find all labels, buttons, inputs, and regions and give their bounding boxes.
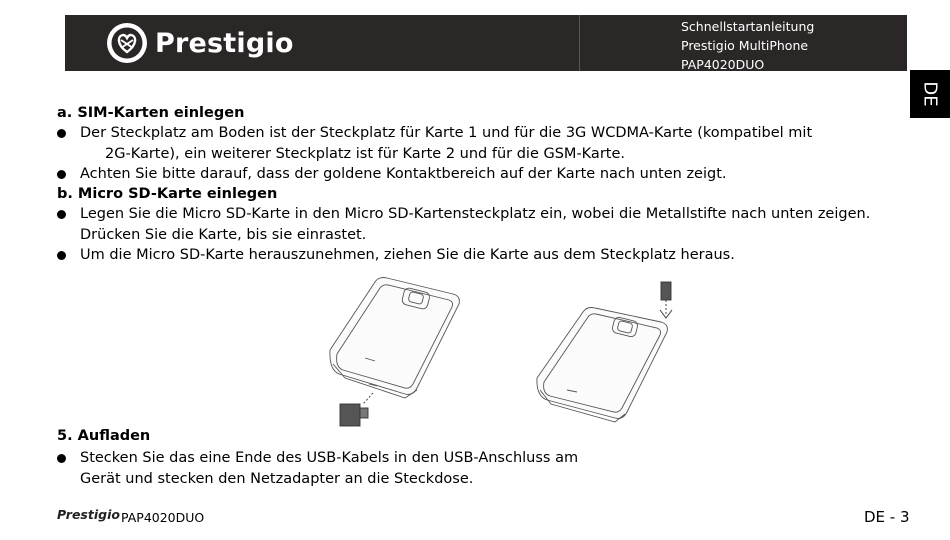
prestigio-logo bbox=[105, 21, 294, 65]
prestigio-emblem-icon bbox=[105, 21, 149, 65]
bullet-icon bbox=[57, 454, 66, 463]
section-b-title: b. Micro SD-Karte einlegen bbox=[57, 186, 278, 203]
list-item bbox=[57, 204, 927, 245]
logo-text: Prestigio bbox=[155, 27, 294, 59]
list-item-text: 2G-Karte), ein weiterer Steckplatz ist für Karte 2 und für die GSM-Karte. bbox=[105, 145, 625, 162]
list-item bbox=[57, 245, 927, 265]
section-a-title: a. SIM-Karten einlegen bbox=[57, 105, 245, 121]
list-item-text: Legen Sie die Micro SD-Karte in den Micro SD-Kartensteckplatz ein, wobei die Metallstifte nach unten zeigen. bbox=[80, 206, 871, 223]
section-5-title: 5. Aufladen bbox=[57, 428, 151, 444]
header-divider bbox=[579, 15, 580, 71]
list-item bbox=[57, 123, 927, 164]
list-item-text: Der Steckplatz am Boden ist der Steckplatz für Karte 1 und für die 3G WCDMA-Karte (kompatibel mit bbox=[80, 125, 813, 142]
bullet-icon bbox=[57, 170, 66, 179]
phone-charging-left bbox=[330, 278, 459, 399]
usb-plug-left bbox=[340, 393, 373, 426]
header-info bbox=[681, 17, 814, 74]
list-item-text: Gerät und stecken den Netzadapter an die Steckdose. bbox=[80, 470, 474, 487]
bullet-icon bbox=[57, 251, 66, 260]
header-product-name: Prestigio MultiPhone bbox=[681, 38, 809, 53]
bullet-icon bbox=[57, 210, 66, 219]
list-item-text: Um die Micro SD-Karte herauszunehmen, ziehen Sie die Karte aus dem Steckplatz heraus. bbox=[80, 247, 735, 264]
micro-sd-card bbox=[660, 282, 672, 318]
instructions bbox=[57, 103, 927, 265]
language-tab-label: DE bbox=[919, 81, 941, 107]
list-item-text: Stecken Sie das eine Ende des USB-Kabels in den USB-Anschluss am bbox=[80, 450, 579, 467]
section-5 bbox=[57, 426, 927, 489]
list-item-text: Achten Sie bitte darauf, dass der goldene Kontaktbereich auf der Karte nach unten zeigt. bbox=[80, 165, 727, 182]
list-item bbox=[57, 448, 927, 489]
footer-logo: Prestigio bbox=[57, 507, 120, 522]
bullet-icon bbox=[57, 129, 66, 138]
page-number: DE - 3 bbox=[864, 508, 910, 526]
list-item-text: Drücken Sie die Karte, bis sie einrastet. bbox=[80, 226, 367, 243]
charging-illustration bbox=[325, 274, 685, 434]
phone-sdcard-right bbox=[537, 308, 667, 423]
header-guide-title: Schnellstartanleitung bbox=[681, 19, 815, 34]
footer-model: PAP4020DUO bbox=[121, 510, 205, 525]
header-bar bbox=[65, 15, 907, 71]
list-item bbox=[57, 164, 927, 184]
header-model: PAP4020DUO bbox=[681, 57, 765, 72]
